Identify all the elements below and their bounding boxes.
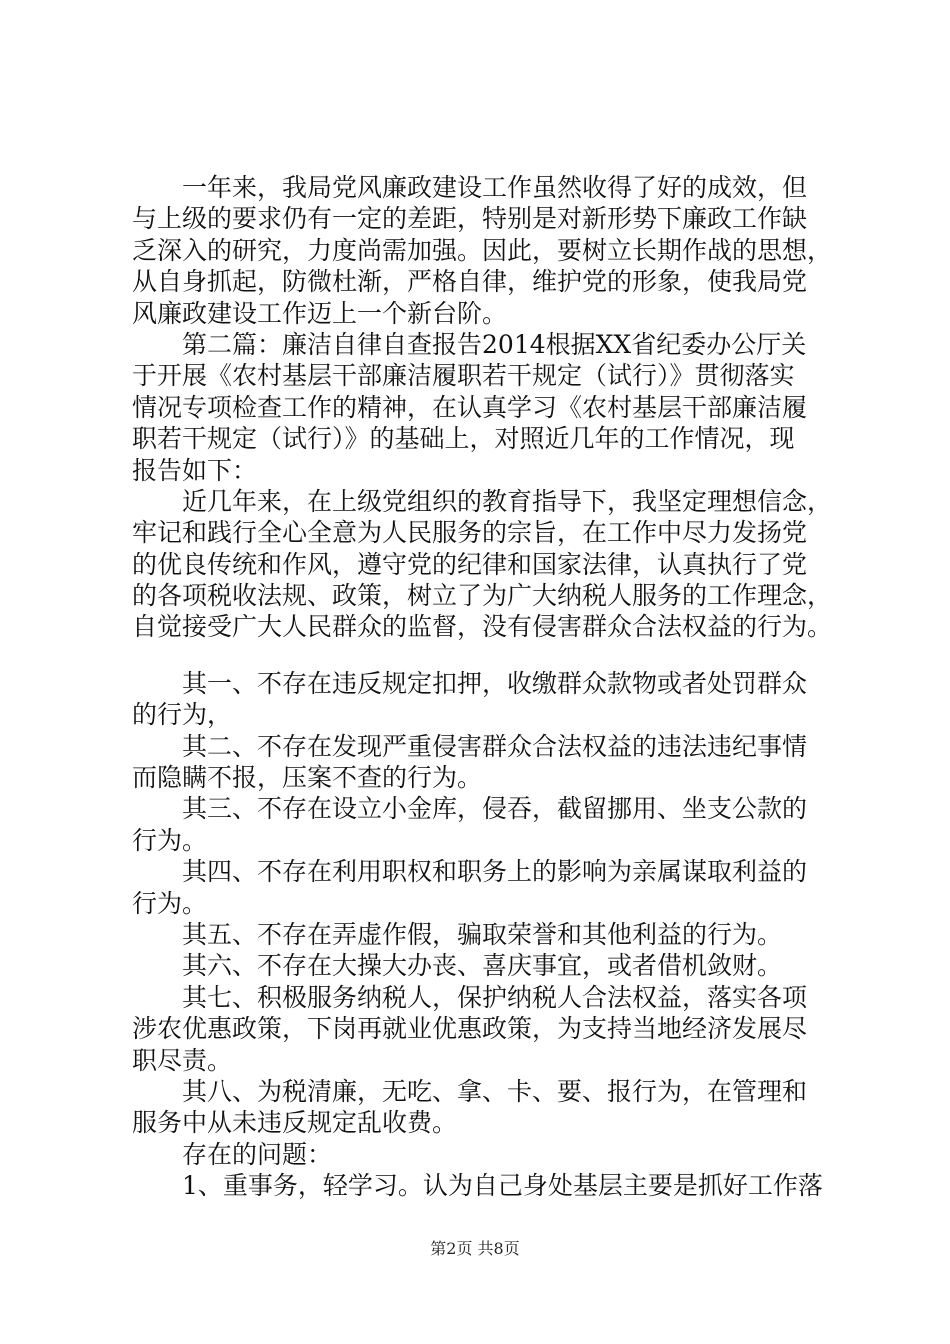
text-line: 其六、不存在大操大办丧、喜庆事宜，或者借机敛财。 (182, 951, 783, 981)
text-line: 其二、不存在发现严重侵害群众合法权益的违法违纪事情 (182, 731, 808, 761)
page-number-label: 第2页 共8页 (430, 1239, 520, 1258)
text-line: 其三、不存在设立小金库，侵吞，截留挪用、坐支公款的 (182, 794, 808, 824)
text-line: 涉农优惠政策，下岗再就业优惠政策，为支持当地经济发展尽 (132, 1014, 808, 1044)
text-line: 牢记和践行全心全意为人民服务的宗旨，在工作中尽力发扬党 (132, 518, 808, 548)
text-line: 情况专项检查工作的精神，在认真学习《农村基层干部廉洁履 (132, 392, 808, 422)
text-line: 其七、积极服务纳税人，保护纳税人合法权益，落实各项 (182, 982, 808, 1012)
text-line: 职尽责。 (132, 1045, 233, 1075)
text-line: 自觉接受广大人民群众的监督，没有侵害群众合法权益的行为。 (132, 612, 833, 642)
text-line: 行为。 (132, 888, 208, 918)
text-line: 的优良传统和作风，遵守党的纪律和国家法律，认真执行了党 (132, 549, 808, 579)
text-line: 而隐瞒不报，压案不查的行为。 (132, 763, 483, 793)
text-line: 其八、为税清廉，无吃、拿、卡、要、报行为，在管理和 (182, 1076, 808, 1106)
text-line: 与上级的要求仍有一定的差距，特别是对新形势下廉政工作缺 (132, 204, 808, 234)
text-line: 1、重事务，轻学习。认为自己身处基层主要是抓好工作落 (182, 1171, 823, 1201)
text-line: 近几年来，在上级党组织的教育指导下，我坚定理想信念， (182, 486, 833, 516)
text-line: 于开展《农村基层干部廉洁履职若干规定（试行）》贯彻落实 (132, 361, 795, 391)
text-line: 的行为， (132, 700, 233, 730)
text-line: 从自身抓起，防微杜渐，严格自律，维护党的形象，使我局党 (132, 267, 808, 297)
text-line: 其四、不存在利用职权和职务上的影响为亲属谋取利益的 (182, 857, 808, 887)
text-line: 存在的问题： (182, 1139, 333, 1169)
text-line: 报告如下： (132, 455, 258, 485)
text-line: 乏深入的研究，力度尚需加强。因此，要树立长期作战的思想， (132, 235, 833, 265)
text-line: 的各项税收法规、政策，树立了为广大纳税人服务的工作理念， (132, 581, 833, 611)
text-line: 其五、不存在弄虚作假，骗取荣誉和其他利益的行为。 (182, 919, 783, 949)
text-line: 一年来，我局党风廉政建设工作虽然收得了好的成效，但 (182, 173, 808, 202)
paragraph-gap (132, 643, 834, 668)
text-line: 其一、不存在违反规定扣押，收缴群众款物或者处罚群众 (182, 668, 808, 698)
text-line: 服务中从未违反规定乱收费。 (132, 1108, 458, 1138)
text-line: 职若干规定（试行）》的基础上，对照近几年的工作情况，现 (132, 424, 795, 454)
page-footer (0, 1237, 950, 1261)
document-body (132, 172, 834, 1202)
text-line: 风廉政建设工作迈上一个新台阶。 (132, 298, 508, 328)
text-line: 行为。 (132, 825, 208, 855)
text-line: 第二篇：廉洁自律自查报告2014根据XX省纪委办公厅关 (182, 329, 807, 359)
